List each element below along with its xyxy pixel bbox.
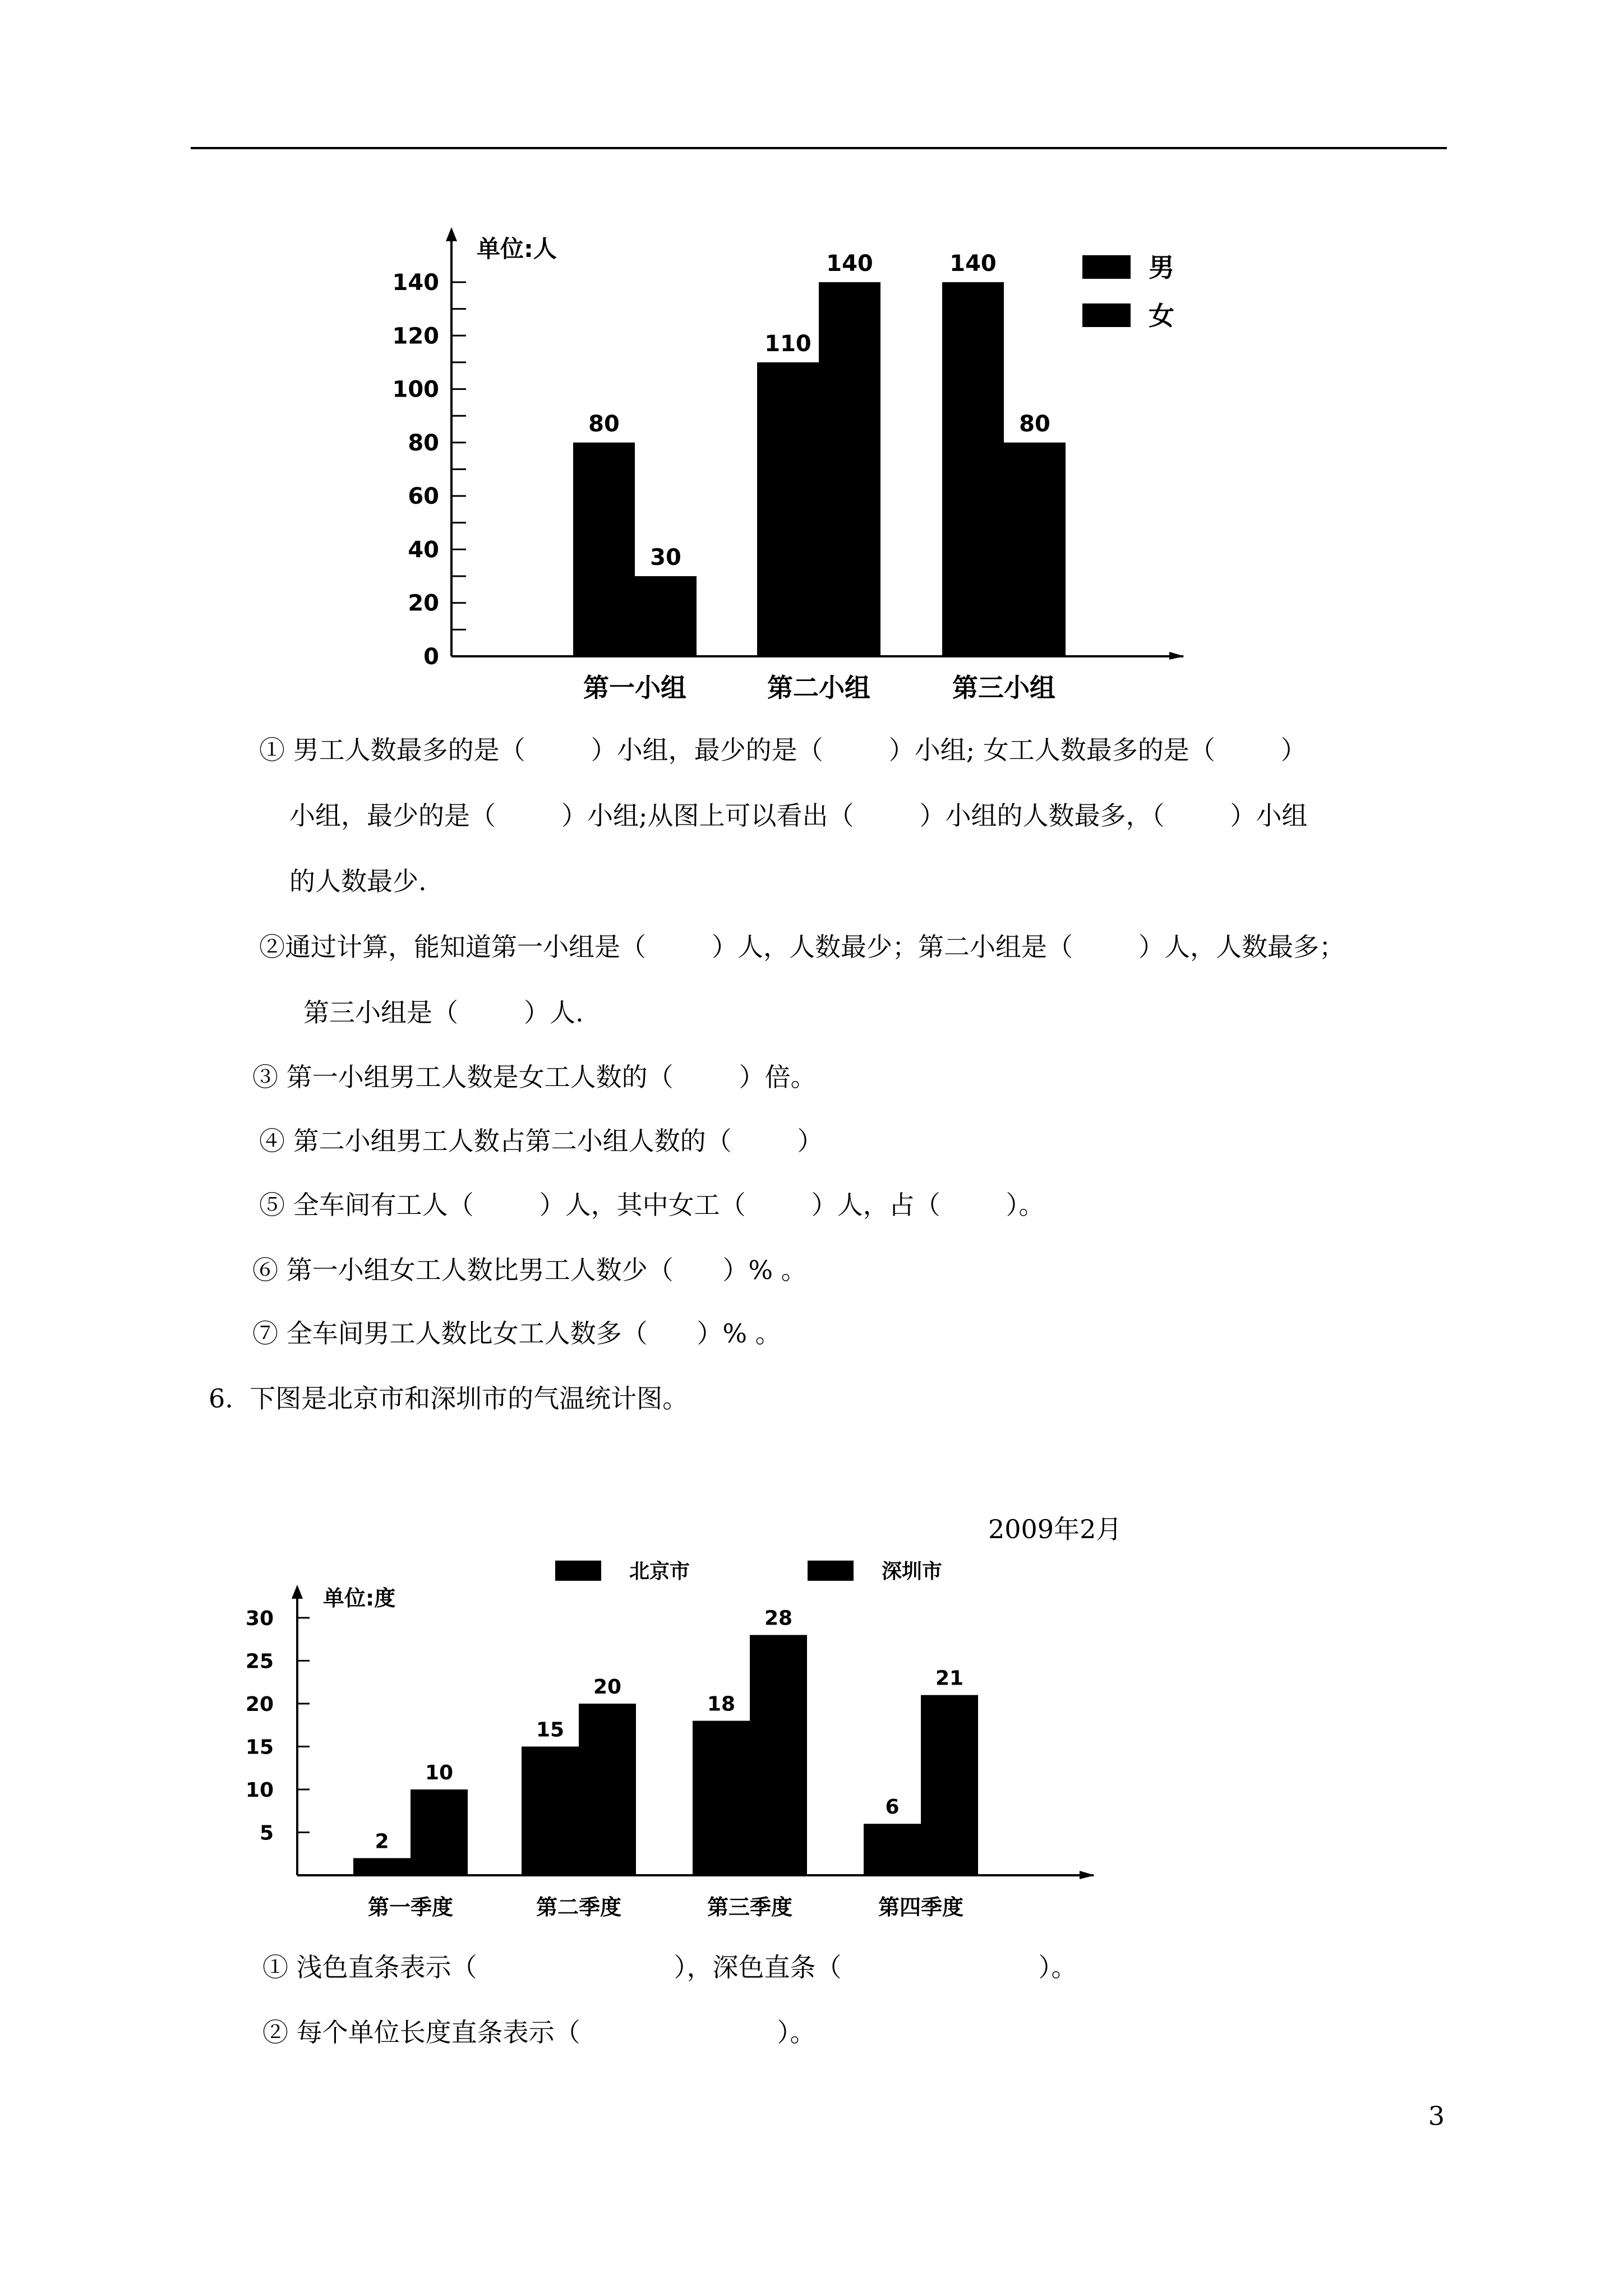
question-3: ③ 第一小组男工人数是女工人数的（ ）倍。	[252, 1062, 817, 1092]
data-label: 10	[425, 1761, 454, 1784]
question-b-2: ② 每个单位长度直条表示（ ）。	[262, 2017, 816, 2047]
x-tick-label: 第二季度	[536, 1895, 622, 1920]
y-tick-label: 0	[423, 644, 439, 670]
question-b-1: ① 浅色直条表示（ ），深色直条（ ）。	[262, 1952, 1077, 1982]
data-label: 15	[536, 1718, 565, 1742]
y-unit-label: 单位:人	[477, 235, 557, 263]
legend-label: 深圳市	[882, 1560, 943, 1583]
y-tick-label: 120	[392, 323, 439, 349]
x-tick-label: 第四季度	[878, 1895, 964, 1920]
y-tick-label: 5	[259, 1821, 274, 1845]
x-axis-arrow	[1080, 1871, 1095, 1879]
bar	[579, 1704, 636, 1875]
question-4: ④ 第二小组男工人数占第二小组人数的（ ）	[259, 1126, 823, 1156]
chart-date: 2009年2月	[988, 1514, 1122, 1544]
question-1-line-3: 的人数最少.	[289, 866, 427, 896]
question-2-line-1: ②通过计算，能知道第一小组是（ ）人，人数最少；第二小组是（ ）人，人数最多；	[259, 932, 1345, 962]
legend-swatch	[555, 1561, 601, 1581]
bar	[750, 1635, 807, 1875]
problem-6-heading: 6. 下图是北京市和深圳市的气温统计图。	[209, 1383, 689, 1414]
bar	[411, 1789, 468, 1875]
y-tick-label: 15	[245, 1736, 274, 1759]
data-label: 6	[885, 1796, 900, 1819]
data-label: 80	[1019, 411, 1050, 437]
x-tick-label: 第二小组	[767, 673, 870, 703]
y-unit-label: 单位:度	[323, 1586, 396, 1611]
bar	[522, 1747, 579, 1876]
data-label: 140	[826, 251, 873, 277]
legend-label: 女	[1149, 301, 1174, 331]
question-2-line-2: 第三小组是（ ）人.	[303, 997, 584, 1028]
y-tick-label: 10	[245, 1779, 274, 1802]
question-1-line-1: ① 男工人数最多的是（ ）小组，最少的是（ ）小组; 女工人数最多的是（ ）	[259, 735, 1307, 765]
bar	[864, 1824, 921, 1875]
x-tick-label: 第三小组	[952, 673, 1055, 703]
bar	[353, 1858, 411, 1875]
data-label: 18	[707, 1692, 736, 1716]
legend-label: 北京市	[629, 1560, 690, 1583]
data-label: 28	[764, 1607, 793, 1630]
legend-swatch	[808, 1561, 854, 1581]
y-tick-label: 80	[408, 430, 439, 456]
data-label: 110	[764, 330, 811, 357]
y-tick-label: 100	[392, 376, 439, 403]
data-label: 80	[588, 411, 620, 437]
bar	[921, 1695, 978, 1875]
page-number: 3	[1428, 2101, 1445, 2131]
y-tick-label: 20	[408, 590, 439, 616]
question-5: ⑤ 全车间有工人（ ）人，其中女工（ ）人，占（ ）。	[259, 1190, 1045, 1220]
y-tick-label: 140	[392, 270, 439, 296]
y-tick-label: 30	[245, 1607, 274, 1630]
y-tick-label: 40	[408, 537, 439, 563]
y-tick-label: 25	[245, 1650, 274, 1673]
legend-label: 男	[1149, 252, 1174, 283]
question-1-line-2: 小组，最少的是（ ）小组;从图上可以看出（ ）小组的人数最多，（ ）小组	[289, 800, 1308, 831]
data-label: 2	[375, 1830, 389, 1853]
y-tick-label: 60	[408, 484, 439, 510]
data-label: 30	[650, 545, 681, 571]
y-axis-arrow	[292, 1585, 303, 1599]
data-label: 20	[593, 1676, 622, 1699]
data-label: 140	[949, 251, 997, 277]
x-tick-label: 第一季度	[367, 1895, 454, 1920]
question-6: ⑥ 第一小组女工人数比男工人数少（ ）% 。	[252, 1255, 807, 1285]
x-tick-label: 第三季度	[707, 1895, 793, 1920]
data-label: 21	[935, 1667, 964, 1690]
bar	[693, 1721, 750, 1875]
y-tick-label: 20	[245, 1693, 274, 1716]
x-tick-label: 第一小组	[583, 673, 686, 703]
question-7: ⑦ 全车间男工人数比女工人数多（ ）% 。	[252, 1318, 781, 1349]
